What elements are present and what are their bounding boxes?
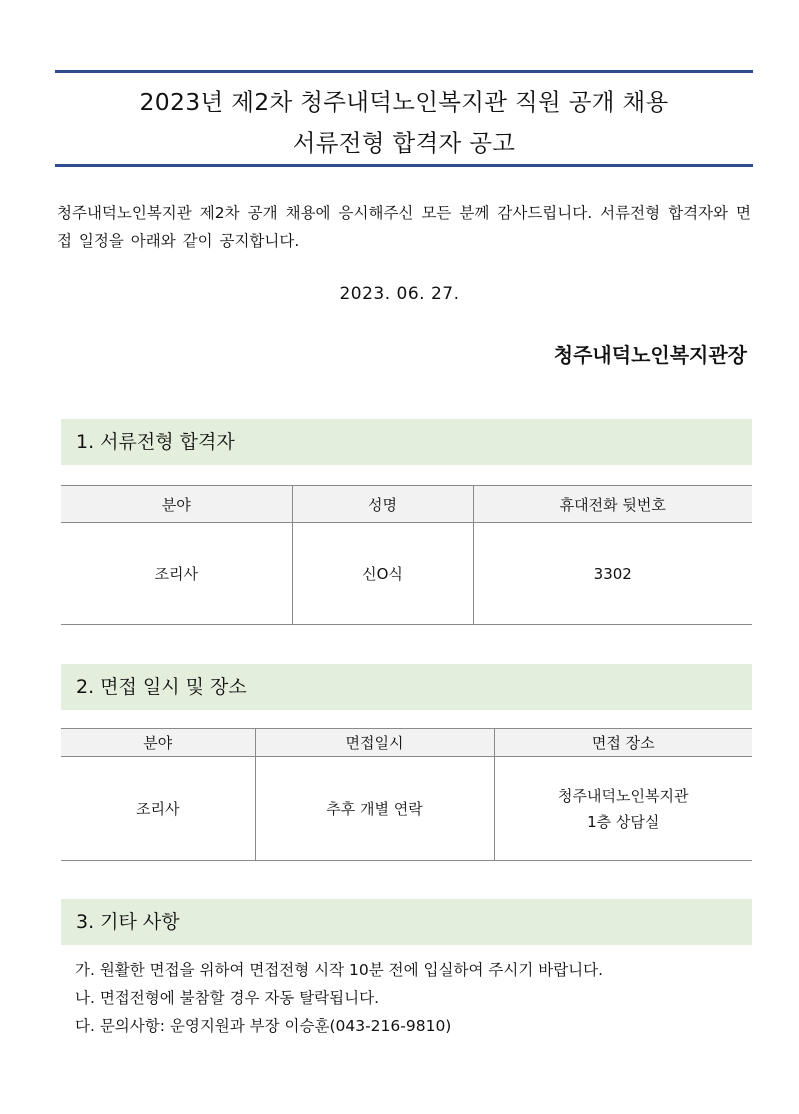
intro-paragraph: 청주내덕노인복지관 제2차 공개 채용에 응시해주신 모든 분께 감사드립니다. 서류전형 합격자와 면접 일정을 아래와 같이 공지합니다. — [57, 204, 751, 250]
column-header-place: 면접 장소 — [494, 729, 752, 757]
title-bottom-rule — [55, 164, 753, 167]
column-header-field: 분야 — [61, 729, 255, 757]
cell-phone-suffix: 3302 — [473, 523, 752, 625]
cell-field: 조리사 — [61, 757, 255, 861]
notes-list — [75, 956, 603, 1040]
cell-field: 조리사 — [61, 523, 292, 625]
note-item: 가. 원활한 면접을 위하여 면접전형 시작 10분 전에 입실하여 주시기 바랍니다. — [75, 961, 604, 979]
page-title-line1: 2023년 제2차 청주내덕노인복지관 직원 공개 채용 — [139, 88, 669, 116]
signer: 청주내덕노인복지관장 — [553, 343, 747, 367]
column-header-datetime: 면접일시 — [255, 729, 494, 757]
column-header-field: 분야 — [61, 486, 292, 523]
note-item: 나. 면접전형에 불참할 경우 자동 탈락됩니다. — [75, 989, 380, 1007]
table-row — [61, 757, 752, 861]
place-line1: 청주내덕노인복지관 — [558, 786, 689, 805]
column-header-phone: 휴대전화 뒷번호 — [473, 486, 752, 523]
page-title-line2: 서류전형 합격자 공고 — [292, 129, 516, 157]
notice-date: 2023. 06. 27. — [339, 284, 460, 304]
section2-heading: 2. 면접 일시 및 장소 — [61, 664, 752, 710]
title-top-rule — [55, 70, 753, 73]
passers-table — [61, 485, 752, 625]
cell-place — [494, 757, 752, 861]
table-header-row — [61, 486, 752, 523]
cell-name: 신O식 — [292, 523, 473, 625]
note-item: 다. 문의사항: 운영지원과 부장 이승훈(043-216-9810) — [75, 1017, 452, 1035]
cell-datetime: 추후 개별 연락 — [255, 757, 494, 861]
table-row — [61, 523, 752, 625]
section3-heading: 3. 기타 사항 — [61, 899, 752, 945]
table-header-row — [61, 729, 752, 757]
column-header-name: 성명 — [292, 486, 473, 523]
place-line2: 1층 상담실 — [587, 812, 660, 831]
interview-table — [61, 728, 752, 861]
section1-heading: 1. 서류전형 합격자 — [61, 419, 752, 465]
